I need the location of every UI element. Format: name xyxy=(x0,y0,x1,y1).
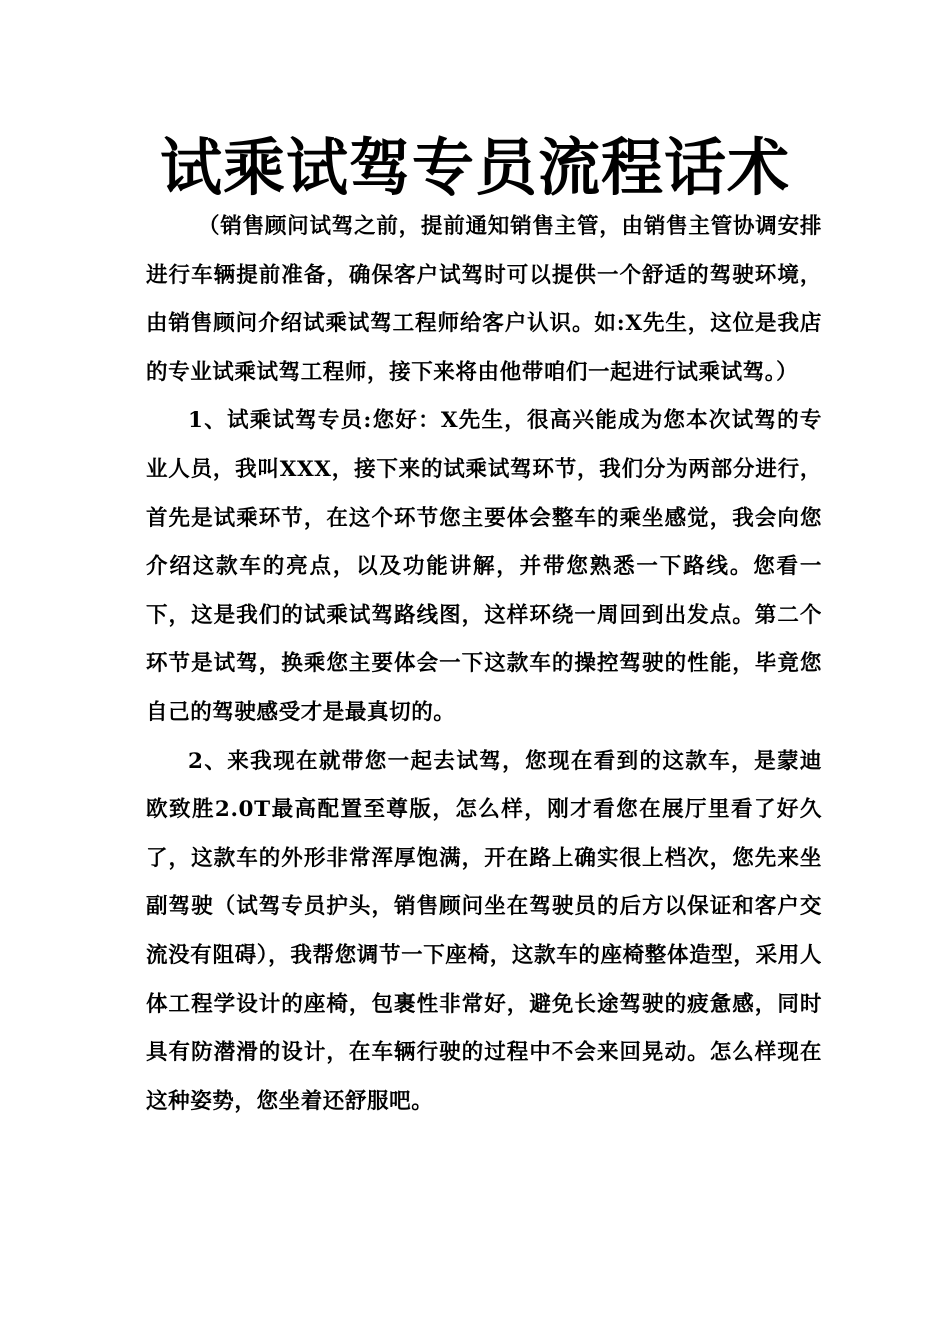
document-title: 试乘试驾专员流程话术 xyxy=(159,131,790,204)
intro-paragraph: （销售顾问试驾之前，提前通知销售主管，由销售主管协调安排进行车辆提前准备，确保客户试驾时可以提供一个舒适的驾驶环境，由销售顾问介绍试乘试驾工程师给客户认识。如:X先生，这位是我店的专业试乘试驾工程师，接下来将由他带咱们一起进行试乘试驾。） xyxy=(146,214,822,385)
paragraph-2: 2、来我现在就带您一起去试驾，您现在看到的这款车，是蒙迪欧致胜2.0T最高配置至尊版，怎么样，刚才看您在展厅里看了好久了，这款车的外形非常浑厚饱满，开在路上确实很上档次，您先来坐副驾驶（试驾专员护头，销售顾问坐在驾驶员的后方以保证和客户交流没有阻碍），我帮您调节一下座椅，这款车的座椅整体造型，采用人体工程学设计的座椅，包裹性非常好，避免长途驾驶的疲惫感，同时具有防潜滑的设计，在车辆行驶的过程中不会来回晃动。怎么样现在这种姿势，您坐着还舒服吧。 xyxy=(146,748,822,1114)
paragraph-1: 1、试乘试驾专员:您好：X先生，很高兴能成为您本次试驾的专业人员，我叫XXX，接下来的试乘试驾环节，我们分为两部分进行，首先是试乘环节，在这个环节您主要体会整车的乘坐感觉，我会向您介绍这款车的亮点，以及功能讲解，并带您熟悉一下路线。您看一下，这是我们的试乘试驾路线图，这样环绕一周回到出发点。第二个环节是试驾，换乘您主要体会一下这款车的操控驾驶的性能，毕竟您自己的驾驶感受才是最真切的。 xyxy=(146,408,822,725)
document-body xyxy=(146,203,822,1126)
